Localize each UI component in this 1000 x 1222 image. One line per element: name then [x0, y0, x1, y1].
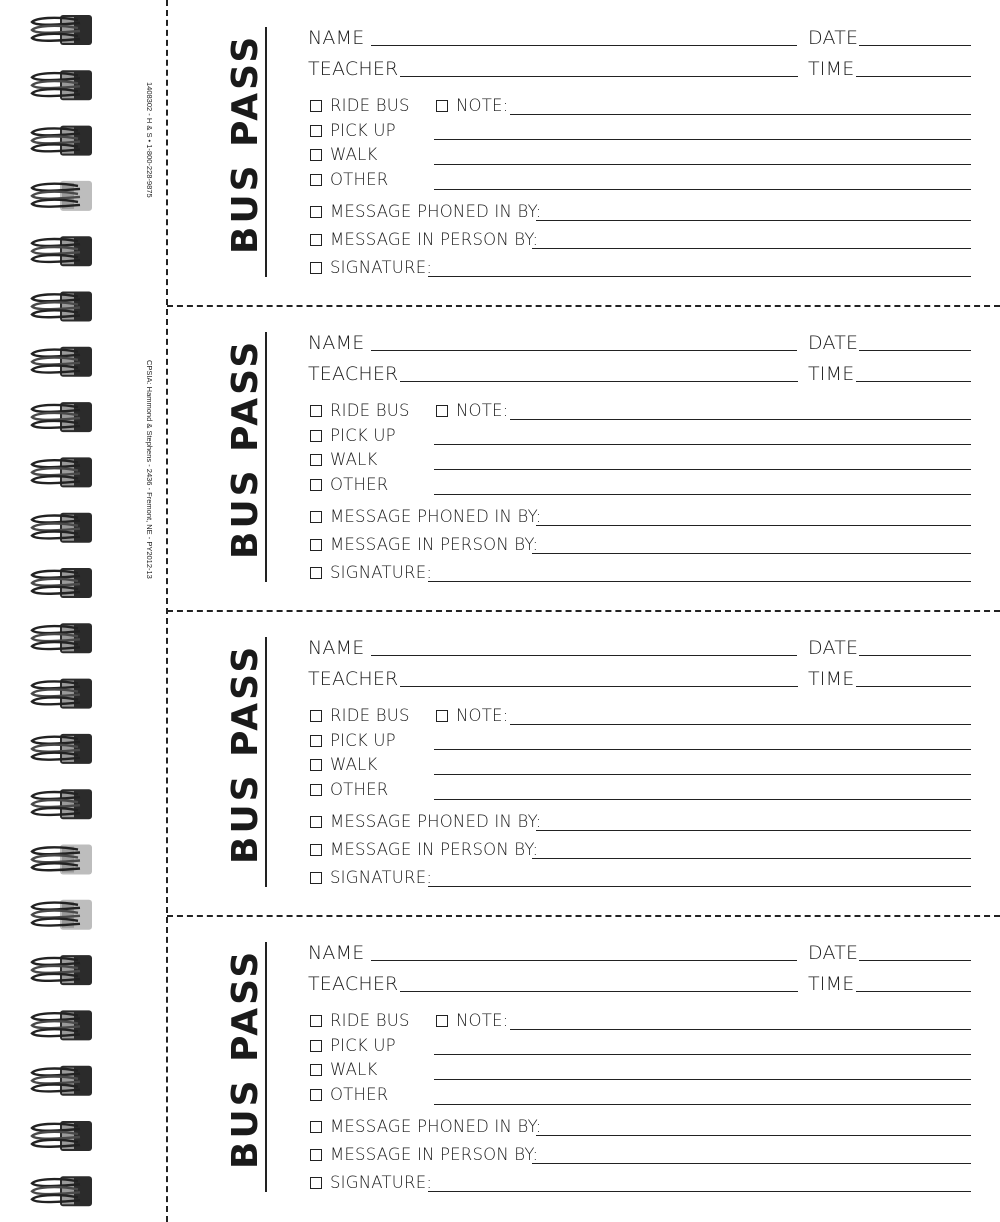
teacher-field[interactable] — [400, 686, 798, 687]
note-checkbox[interactable] — [436, 100, 448, 112]
in-person-field[interactable] — [532, 248, 971, 249]
pass-title: BUS PASS — [225, 33, 266, 254]
note-label: NOTE: — [456, 706, 509, 725]
coil-ring — [32, 789, 92, 819]
option-label: PICK UP — [330, 731, 396, 750]
phoned-field[interactable] — [536, 525, 971, 526]
in-person-checkbox[interactable] — [310, 1149, 322, 1161]
walk-checkbox[interactable] — [310, 759, 322, 771]
coil-ring — [32, 15, 92, 45]
signature-field[interactable] — [428, 1191, 971, 1192]
name-label: NAME — [308, 637, 365, 659]
name-label: NAME — [308, 942, 365, 964]
time-label: TIME — [808, 58, 855, 80]
note-label: NOTE: — [456, 401, 509, 420]
note-line[interactable] — [510, 724, 971, 725]
compliance-imprint: CPSIA: Hammond & Stephens - 2436 - Fremont, NE - PY2012-13 — [145, 360, 154, 579]
note-line[interactable] — [510, 114, 971, 115]
phoned-checkbox[interactable] — [310, 511, 322, 523]
date-label: DATE — [808, 332, 859, 354]
note-checkbox[interactable] — [436, 1015, 448, 1027]
pick-up-checkbox[interactable] — [310, 735, 322, 747]
bus-pass-slip — [168, 610, 1000, 915]
option-label: OTHER — [330, 170, 389, 189]
coil-ring — [32, 1121, 92, 1151]
note-label: NOTE: — [456, 1011, 509, 1030]
note-line[interactable] — [434, 164, 971, 165]
signature-label: SIGNATURE: — [330, 868, 433, 887]
option-label: OTHER — [330, 780, 389, 799]
signature-checkbox[interactable] — [310, 262, 322, 274]
coil-ring — [32, 734, 92, 764]
note-line[interactable] — [434, 494, 971, 495]
teacher-label: TEACHER — [308, 973, 399, 995]
option-label: RIDE BUS — [330, 1011, 410, 1030]
option-label: RIDE BUS — [330, 96, 410, 115]
coil-ring — [32, 126, 92, 156]
name-label: NAME — [308, 332, 365, 354]
note-line[interactable] — [434, 444, 971, 445]
time-label: TIME — [808, 363, 855, 385]
signature-label: SIGNATURE: — [330, 563, 433, 582]
coil-ring — [32, 70, 92, 100]
teacher-field[interactable] — [400, 381, 798, 382]
signature-checkbox[interactable] — [310, 872, 322, 884]
time-label: TIME — [808, 973, 855, 995]
coil-ring — [32, 679, 92, 709]
coil-ring — [32, 955, 92, 985]
option-label: RIDE BUS — [330, 401, 410, 420]
name-field[interactable] — [371, 45, 797, 46]
coil-ring — [32, 1010, 92, 1040]
other-checkbox[interactable] — [310, 784, 322, 796]
phoned-field[interactable] — [536, 1135, 971, 1136]
title-divider — [265, 942, 267, 1192]
teacher-field[interactable] — [400, 991, 798, 992]
coil-ring — [32, 623, 92, 653]
date-label: DATE — [808, 27, 859, 49]
option-label: RIDE BUS — [330, 706, 410, 725]
other-checkbox[interactable] — [310, 174, 322, 186]
walk-checkbox[interactable] — [310, 1064, 322, 1076]
time-field[interactable] — [856, 991, 971, 992]
ride-bus-checkbox[interactable] — [310, 1015, 322, 1027]
in-person-checkbox[interactable] — [310, 844, 322, 856]
ride-bus-checkbox[interactable] — [310, 710, 322, 722]
date-label: DATE — [808, 942, 859, 964]
in-person-checkbox[interactable] — [310, 539, 322, 551]
in-person-label: MESSAGE IN PERSON BY: — [330, 1145, 539, 1164]
date-field[interactable] — [859, 350, 971, 351]
signature-label: SIGNATURE: — [330, 1173, 433, 1192]
phoned-label: MESSAGE PHONED IN BY: — [330, 812, 542, 831]
signature-label: SIGNATURE: — [330, 258, 433, 277]
note-line[interactable] — [434, 1054, 971, 1055]
note-line[interactable] — [434, 799, 971, 800]
note-line[interactable] — [434, 1104, 971, 1105]
in-person-field[interactable] — [532, 553, 971, 554]
coil-ring — [32, 347, 92, 377]
bus-pass-slip — [168, 0, 1000, 305]
phoned-field[interactable] — [536, 830, 971, 831]
note-line[interactable] — [510, 419, 971, 420]
time-field[interactable] — [856, 76, 971, 77]
coil-ring — [32, 568, 92, 598]
note-line[interactable] — [434, 774, 971, 775]
other-checkbox[interactable] — [310, 479, 322, 491]
option-label: WALK — [330, 450, 378, 469]
option-label: PICK UP — [330, 1036, 396, 1055]
time-field[interactable] — [856, 686, 971, 687]
in-person-field[interactable] — [532, 1163, 971, 1164]
pick-up-checkbox[interactable] — [310, 430, 322, 442]
date-field[interactable] — [859, 960, 971, 961]
signature-checkbox[interactable] — [310, 567, 322, 579]
teacher-label: TEACHER — [308, 58, 399, 80]
option-label: OTHER — [330, 1085, 389, 1104]
name-label: NAME — [308, 27, 365, 49]
date-label: DATE — [808, 637, 859, 659]
note-checkbox[interactable] — [436, 405, 448, 417]
walk-checkbox[interactable] — [310, 149, 322, 161]
coil-ring — [32, 402, 92, 432]
option-label: PICK UP — [330, 426, 396, 445]
phoned-field[interactable] — [536, 220, 971, 221]
note-line[interactable] — [434, 1079, 971, 1080]
date-field[interactable] — [859, 45, 971, 46]
title-divider — [265, 637, 267, 887]
signature-field[interactable] — [428, 276, 971, 277]
signature-field[interactable] — [428, 886, 971, 887]
pass-title: BUS PASS — [225, 643, 266, 864]
coil-ring — [32, 900, 92, 930]
publisher-imprint: 1408302 - H & S • 1-800-228-9875 — [145, 82, 154, 198]
in-person-checkbox[interactable] — [310, 234, 322, 246]
in-person-label: MESSAGE IN PERSON BY: — [330, 535, 539, 554]
coil-ring — [32, 457, 92, 487]
coil-ring — [32, 1066, 92, 1096]
phoned-checkbox[interactable] — [310, 1121, 322, 1133]
signature-checkbox[interactable] — [310, 1177, 322, 1189]
ride-bus-checkbox[interactable] — [310, 405, 322, 417]
coil-ring — [32, 513, 92, 543]
name-field[interactable] — [371, 960, 797, 961]
coil-ring — [32, 292, 92, 322]
name-field[interactable] — [371, 655, 797, 656]
name-field[interactable] — [371, 350, 797, 351]
in-person-field[interactable] — [532, 858, 971, 859]
option-label: OTHER — [330, 475, 389, 494]
coil-ring — [32, 181, 92, 211]
in-person-label: MESSAGE IN PERSON BY: — [330, 230, 539, 249]
pass-title: BUS PASS — [225, 948, 266, 1169]
option-label: WALK — [330, 145, 378, 164]
phoned-checkbox[interactable] — [310, 816, 322, 828]
title-divider — [265, 27, 267, 277]
note-line[interactable] — [434, 189, 971, 190]
coil-ring — [32, 845, 92, 875]
option-label: PICK UP — [330, 121, 396, 140]
phoned-checkbox[interactable] — [310, 206, 322, 218]
option-label: WALK — [330, 755, 378, 774]
phoned-label: MESSAGE PHONED IN BY: — [330, 1117, 542, 1136]
note-line[interactable] — [510, 1029, 971, 1030]
note-line[interactable] — [434, 469, 971, 470]
note-line[interactable] — [434, 749, 971, 750]
date-field[interactable] — [859, 655, 971, 656]
option-label: WALK — [330, 1060, 378, 1079]
time-label: TIME — [808, 668, 855, 690]
bus-pass-slip — [168, 305, 1000, 610]
ride-bus-checkbox[interactable] — [310, 100, 322, 112]
teacher-field[interactable] — [400, 76, 798, 77]
pick-up-checkbox[interactable] — [310, 1040, 322, 1052]
pick-up-checkbox[interactable] — [310, 125, 322, 137]
phoned-label: MESSAGE PHONED IN BY: — [330, 507, 542, 526]
title-divider — [265, 332, 267, 582]
teacher-label: TEACHER — [308, 363, 399, 385]
note-checkbox[interactable] — [436, 710, 448, 722]
other-checkbox[interactable] — [310, 1089, 322, 1101]
bus-pass-slip — [168, 915, 1000, 1220]
time-field[interactable] — [856, 381, 971, 382]
note-label: NOTE: — [456, 96, 509, 115]
note-line[interactable] — [434, 139, 971, 140]
walk-checkbox[interactable] — [310, 454, 322, 466]
in-person-label: MESSAGE IN PERSON BY: — [330, 840, 539, 859]
coil-ring — [32, 236, 92, 266]
spiral-binding — [0, 0, 120, 1222]
signature-field[interactable] — [428, 581, 971, 582]
pass-title: BUS PASS — [225, 338, 266, 559]
teacher-label: TEACHER — [308, 668, 399, 690]
coil-ring — [32, 1176, 92, 1206]
phoned-label: MESSAGE PHONED IN BY: — [330, 202, 542, 221]
